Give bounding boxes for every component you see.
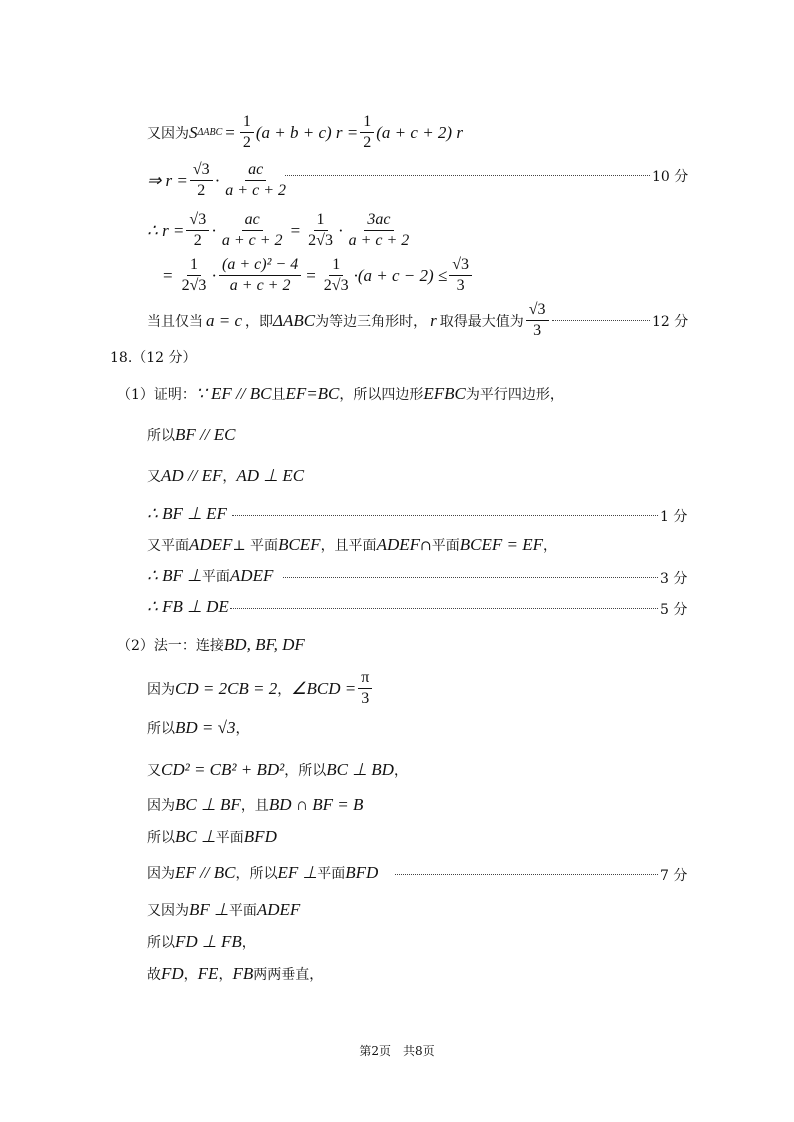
part-label: （2）法一：连接 [117,638,224,654]
dot: · [214,170,221,190]
text: 因为 [147,681,175,698]
text: 又因为 [147,125,189,142]
text: ，所以 [235,866,278,882]
formula-r-line [147,160,291,201]
numerator: 1 [314,210,328,231]
part1-line [117,384,564,404]
text: 因为 [147,866,175,882]
math-expr: ∴ BF ⊥ [147,566,202,585]
text: 所以 [147,830,175,846]
text: ，且平面 [320,538,377,554]
step-line [147,425,235,445]
step-line [147,795,363,815]
equals: = [290,220,301,240]
text: 为等边三角形时， [315,313,428,330]
score-label: 10 分 [652,169,689,185]
dot-leader [395,874,658,875]
step-line [147,827,277,847]
step-line [147,964,323,984]
math-expr: BF ⊥ [189,900,229,919]
text: 为平行四边形， [465,387,564,403]
text: 所以 [147,721,175,737]
denominator: a + c + 2 [348,232,410,249]
math-expr: BC ⊥ BF [175,795,241,814]
equals: = [225,122,235,142]
fraction [179,255,210,296]
text: ，即 [245,313,274,330]
equals: = [306,265,316,285]
subscript: ΔABC [197,127,223,138]
text: 平面 [201,569,230,585]
question-heading [110,347,197,367]
dot-leader [283,577,658,578]
math-expr: FE [197,964,219,983]
fraction [222,160,289,201]
math-expr: BFD [345,863,379,882]
text: ， [235,721,250,737]
dot-leader [285,175,650,176]
text: ， [542,538,557,554]
math-expr: FD [161,964,184,983]
text: ⊥ 平面 [232,538,279,554]
fraction [358,668,372,709]
text: 所以 [147,935,175,951]
math-expr: AD ⊥ EC [236,466,305,485]
math-expr: AD // EF [161,466,223,485]
numerator: π [358,668,372,689]
math-expr: ADEF [256,900,301,919]
text: 取得最大值为 [439,313,524,330]
math-expr: ∵ EF // BC [195,384,272,403]
numerator: √3 [526,300,549,321]
text: 且 [271,387,286,403]
text: 又平面 [147,538,189,554]
denominator: 3 [456,277,465,294]
denominator: a + c + 2 [225,182,286,199]
math-expr: BD = √3 [175,718,236,737]
numerator: ac [245,160,266,181]
step-line [147,863,378,883]
math-expr: ∠BCD = [291,678,357,698]
step-line [147,597,229,617]
denominator: 2√3 [308,232,333,249]
numerator: (a + c)² − 4 [219,255,301,276]
step-line [147,760,408,780]
numerator: 1 [187,255,201,276]
numerator: ac [242,210,263,231]
fraction [526,300,549,341]
denominator: 2 [363,134,372,151]
score-label: 5 分 [660,602,688,618]
fraction [360,112,374,153]
text: 所以 [147,428,175,444]
math-expr: ADEF [189,535,233,554]
step-line [147,718,249,738]
denominator: a + c + 2 [229,277,291,294]
equals: = [163,265,173,285]
math-expr: a = c [206,310,243,330]
math-expr: BF // EC [175,425,236,444]
math-expr: r [430,310,437,330]
fraction [305,210,336,251]
math-expr: BC ⊥ BD [326,760,394,779]
step-line [147,900,300,920]
math-expr: ∴ r = [147,220,185,240]
dot-leader [230,608,658,609]
math-expr: EF // BC [175,863,236,882]
math-expr: ⇒ r = [147,170,188,190]
numerator: 3ac [364,210,393,231]
fraction [449,255,472,296]
text: ， [277,681,292,698]
part2-line [117,635,305,655]
step-line [147,932,256,952]
math-expr: ADEF [229,566,274,585]
denominator: 2 [197,182,206,199]
math-expr: BD ∩ BF = B [268,795,364,814]
score-label: 3 分 [660,571,688,587]
math-expr: ∴ FB ⊥ DE [147,597,229,616]
numerator: 1 [360,112,374,133]
formula-continuation-line [163,255,474,296]
denominator: 3 [361,690,370,707]
step-line [147,466,304,486]
fraction [219,255,301,296]
dot-leader [232,515,658,516]
fraction [240,112,254,153]
math-expr: (a + b + c) r = [255,122,359,142]
math-expr: FB [232,964,254,983]
math-expr: CD = 2CB = 2 [175,678,278,698]
numerator: √3 [190,160,213,181]
dot: · [337,220,344,240]
formula-area-line [147,112,463,153]
text: ， [183,967,198,983]
math-expr: EFBC [423,384,466,403]
step-line [147,668,374,709]
text: ，所以 [284,763,327,779]
fraction [346,210,413,251]
score-label: 1 分 [660,509,688,525]
score-label: 7 分 [660,868,688,884]
text: ， [222,469,237,485]
part-label: （1）证明： [117,387,196,403]
math-expr: BCEF = EF [459,535,543,554]
math-expr: FD ⊥ FB [175,932,242,951]
dot: · [211,220,217,240]
denominator: 3 [533,322,542,339]
denominator: 2 [242,134,251,151]
score-label: 12 分 [652,314,689,330]
math-expr: BC ⊥ [175,827,216,846]
text: ， [218,967,233,983]
text: 平面 [317,866,346,882]
fraction [219,210,286,251]
text: ∩平面 [420,538,460,554]
dot-leader [552,320,650,321]
text: 因为 [147,798,175,814]
math-s: S [189,122,198,142]
math-expr: EF ⊥ [277,863,318,882]
math-expr: ADEF [376,535,420,554]
fraction [190,160,213,201]
math-expr: (a + c + 2) r [376,122,463,142]
math-expr: BFD [243,827,277,846]
denominator: a + c + 2 [221,232,283,249]
math-expr: BD, BF, DF [223,635,305,654]
math-expr: ΔABC [273,310,316,330]
denominator: 2 [193,232,202,249]
math-expr: BCEF [278,535,321,554]
numerator: √3 [186,210,209,231]
text: 平面 [215,830,244,846]
text: 两两垂直， [253,967,324,983]
text: ， [393,763,408,779]
formula-therefore-line [147,210,414,251]
numerator: √3 [449,255,472,276]
step-line [147,566,273,586]
question-number: 18.（12 分） [110,350,197,366]
page-footer: 第2页 共8页 [359,1044,435,1058]
fraction [186,210,209,251]
text: 故 [147,967,161,983]
text: 当且仅当 [147,313,203,330]
math-expr: CD² = CB² + BD² [161,760,285,779]
text: 又因为 [147,903,189,919]
dot: · [211,265,218,285]
max-value-line [147,300,551,341]
denominator: 2√3 [181,277,207,294]
numerator: 1 [240,112,254,133]
numerator: 1 [329,255,343,276]
step-line [147,504,227,524]
math-expr: EF=BC [285,384,340,403]
denominator: 2√3 [323,277,349,294]
text: ，所以四边形 [339,387,424,403]
text: ，且 [240,798,269,814]
text: ， [241,935,256,951]
math-expr: ∴ BF ⊥ EF [147,504,227,523]
fraction [321,255,352,296]
text: 平面 [228,903,257,919]
text: 又 [147,469,161,485]
math-expr: ·(a + c − 2) ≤ [353,265,448,285]
text: 又 [147,763,161,779]
step-line [147,535,557,555]
